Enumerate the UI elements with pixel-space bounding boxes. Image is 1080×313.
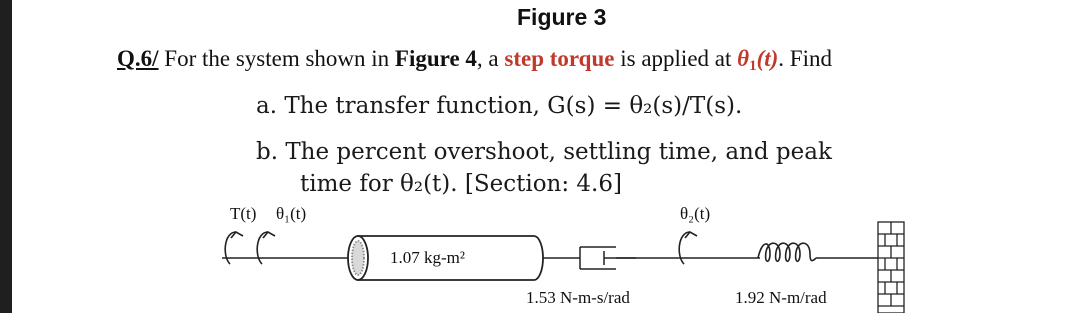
question-text-end: . Find (778, 46, 832, 71)
theta2-arrow-icon (679, 232, 697, 264)
theta1-subscript: 1 (749, 58, 757, 74)
wall-icon (878, 222, 904, 313)
theta2-label: θ₂(t) (680, 204, 711, 223)
part-b-line2: time for θ₂(t). [Section: 4.6] (300, 171, 622, 197)
inertia-label: 1.07 kg-m² (390, 248, 465, 267)
damper-icon (580, 247, 668, 269)
question-text-mid: , a (476, 46, 505, 71)
spring-icon (758, 243, 878, 261)
figure-title: Figure 3 (517, 4, 607, 30)
step-torque-highlight: step torque (504, 46, 615, 71)
question-text-after: is applied at (614, 46, 738, 71)
theta1-symbol: θ (737, 46, 750, 71)
theta1-label: θ₁(t) (276, 204, 307, 223)
question-text-before: For the system shown in (158, 46, 395, 71)
spring-label: 1.92 N-m/rad (735, 288, 827, 307)
damper-label: 1.53 N-m-s/rad (526, 288, 630, 307)
part-a: a. The transfer function, G(s) = θ₂(s)/T(s). (256, 93, 743, 119)
torque-label: T(t) (230, 204, 257, 223)
theta1-argument: (t) (756, 46, 779, 71)
question-number: Q.6/ (117, 46, 159, 71)
torque-arrow-icon (225, 232, 275, 264)
part-b-line1: b. The percent overshoot, settling time, and peak (256, 139, 832, 165)
figure-reference: Figure 4 (394, 46, 477, 71)
